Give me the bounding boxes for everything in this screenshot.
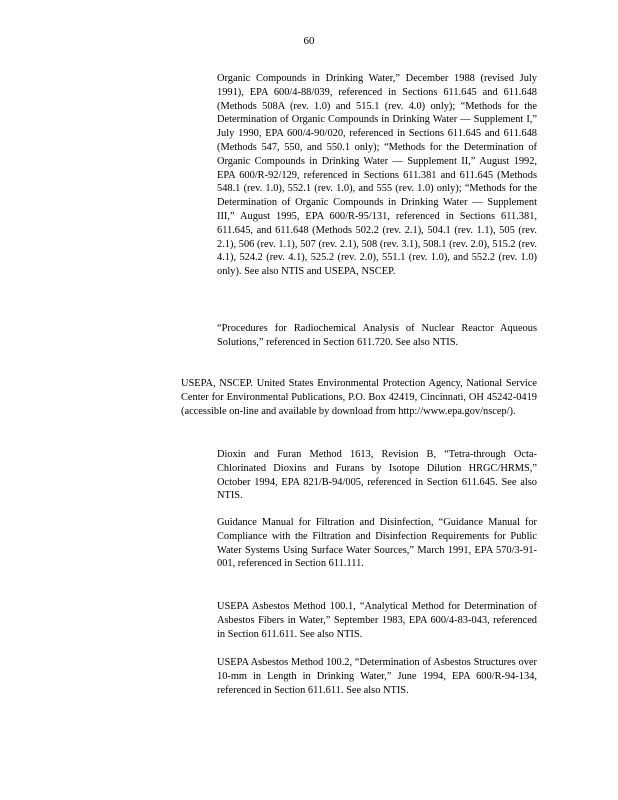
- paragraph-asbestos-method-100-1: USEPA Asbestos Method 100.1, “Analytical Method for Determination of Asbestos Fibers in Water,” September 1983, EPA 600/4-83-043, referenced in Section 611.611. See also NTIS.: [217, 601, 537, 640]
- paragraph-asbestos-method-100-2: USEPA Asbestos Method 100.2, “Determination of Asbestos Structures over 10-mm in Length in Drinking Water,” June 1994, EPA 600/R-94-134, referenced in Section 611.611. See also NTIS.: [217, 657, 537, 696]
- paragraph-filtration-guidance-manual: Guidance Manual for Filtration and Disinfection, “Guidance Manual for Compliance with the Filtration and Disinfection Requirements for Public Water Systems Using Surface Water Sources,” March 1991, EPA 570/3-91-001, referenced in Section 611.111.: [217, 517, 537, 570]
- paragraph-radiochemical-procedures: “Procedures for Radiochemical Analysis of Nuclear Reactor Aqueous Solutions,” referenced in Section 611.720. See also NTIS.: [217, 323, 537, 348]
- page-number: 60: [303, 35, 315, 47]
- paragraph-dioxin-furan-method: Dioxin and Furan Method 1613, Revision B, “Tetra-through Octa-Chlorinated Dioxins and Furans by Isotope Dilution HRGC/HRMS,” October 1994, EPA 821/B-94/005, referenced in Section 611.645. See also NTIS.: [217, 449, 537, 502]
- paragraph-organic-compounds-methods: Organic Compounds in Drinking Water,” December 1988 (revised July 1991), EPA 600/4-88/039, referenced in Sections 611.645 and 611.648 (Methods 508A (rev. 1.0) and 515.1 (rev. 4.0) only); “Methods for the Determination of Organic Compounds in Drinking Water — Supplement I,” July 1990, EPA 600/4-90/020, referenced in Sections 611.645 and 611.648 (Methods 547, 550, and 550.1 only); “Methods for the Determination of Organic Compounds in Drinking Water — Supplement II,” August 1992, EPA 600/R-92/129, referenced in Sections 611.381 and 611.645 (Methods 548.1 (rev. 1.0), 552.1 (rev. 1.0), and 555 (rev. 1.0) only); “Methods for the Determination of Organic Compounds in Drinking Water — Supplement III,” August 1995, EPA 600/R-95/131, referenced in Sections 611.381, 611.645, and 611.648 (Methods 502.2 (rev. 2.1), 504.1 (rev. 1.1), 505 (rev. 2.1), 506 (rev. 1.1), 507 (rev. 2.1), 508 (rev. 3.1), 508.1 (rev. 2.0), 515.2 (rev. 4.1), 524.2 (rev. 4.1), 525.2 (rev. 2.0), 551.1 (rev. 1.0), and 552.2 (rev. 1.0) only). See also NTIS and USEPA, NSCEP.: [217, 73, 537, 278]
- paragraph-usepa-nscep: USEPA, NSCEP. United States Environmental Protection Agency, National Service Center for Environmental Publications, P.O. Box 42419, Cincinnati, OH 45242-0419 (accessible on-line and available by download from http://www.epa.gov/nscep/).: [181, 378, 537, 417]
